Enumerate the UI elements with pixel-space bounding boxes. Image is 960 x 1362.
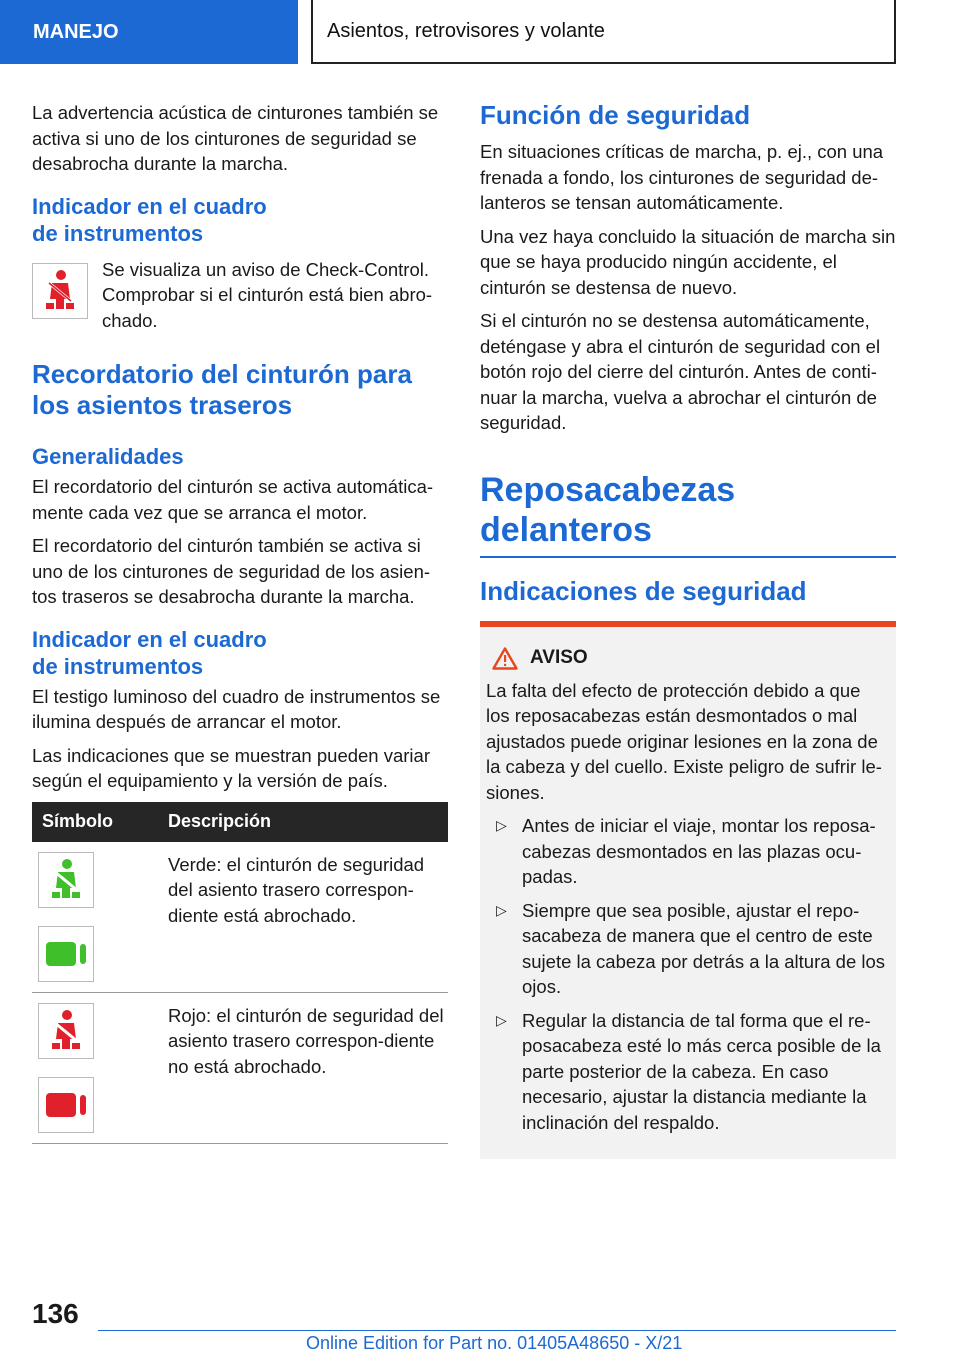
list-item: ▷ Siempre que sea posible, ajustar el repo-sacabeza de manera que el centro de este sujete la cabeza por detrás a la altura de los ojos. (486, 898, 888, 1000)
headrest-title: Reposacabezas delanteros (480, 470, 736, 549)
indicator2-title: Indicador en el cuadro de instrumentos (32, 626, 267, 679)
footer-rule (98, 1330, 896, 1331)
list-item: ▷ Antes de iniciar el viaje, montar los reposa-cabezas desmontados en las plazas ocu-padas. (486, 813, 888, 890)
desc-red: Rojo: el cinturón de seguridad del asiento trasero correspon-diente no está abrochado. (158, 992, 448, 1143)
rear-seat-red-icon (38, 1077, 94, 1133)
page-number: 136 (32, 1298, 79, 1329)
seatbelt-red-icon (32, 263, 88, 319)
col-desc: Descripción (158, 802, 448, 842)
intro-text: La advertencia acústica de cinturones también se activa si uno de los cinturones de seguridad se desabrocha durante la marcha. (32, 102, 439, 174)
list-item: ▷ Regular la distancia de tal forma que el re-posacabeza esté lo más cerca posible de la parte posterior de la cabeza. En caso necesario, ajustar la distancia mediante la inclinación del respaldo. (486, 1008, 888, 1136)
title-rule (480, 556, 896, 558)
reminder-title: Recordatorio del cinturón para los asientos traseros (32, 359, 412, 420)
bullet-triangle-icon: ▷ (496, 901, 507, 918)
general-title: Generalidades (32, 444, 184, 469)
symbol-table (32, 802, 448, 1144)
general-p2: El recordatorio del cinturón también se activa si uno de los cinturones de seguridad de los asien-tos traseros se desabrocha durante la marcha. (32, 535, 431, 607)
bullet-triangle-icon: ▷ (496, 817, 507, 833)
indicator2-p1: El testigo luminoso del cuadro de instrumentos se ilumina después de arrancar el motor. (32, 685, 441, 732)
safety-title: Función de seguridad (480, 100, 751, 130)
indicator1-text: Se visualiza un aviso de Check-Control. Comprobar si el cinturón está bien abro-chado. (102, 258, 433, 331)
symbol-cell (32, 992, 158, 1143)
header-section: MANEJO (0, 0, 298, 64)
indicator1-title: Indicador en el cuadro de instrumentos (32, 193, 267, 246)
symbol-cell (32, 842, 158, 993)
safety-notes-title: Indicaciones de seguridad (480, 575, 807, 606)
table-row (32, 842, 448, 993)
warning-box (480, 621, 896, 1160)
seatbelt-red-icon (38, 1003, 94, 1059)
table-header (32, 802, 448, 842)
rear-seat-green-icon (38, 926, 94, 982)
warning-triangle-icon (492, 647, 518, 670)
indicator2-p2: Las indicaciones que se muestran pueden variar según el equipamiento y la versión de país. (32, 744, 430, 791)
safety-p1: En situaciones críticas de marcha, p. ej., con una frenada a fondo, los cinturones de seguridad de-lanteros se tensan automáticamente. (480, 141, 884, 213)
header-chapter: Asientos, retrovisores y volante (311, 0, 896, 64)
safety-p3: Si el cinturón no se destensa automáticamente, deténgase y abra el cinturón de seguridad con el botón rojo del cierre del cinturón. Antes de conti-nuar la marcha, vuelva a abrochar el cinturón de seguridad. (480, 310, 881, 433)
col-symbol: Símbolo (32, 802, 158, 842)
warning-text: La falta del efecto de protección debido a que los reposacabezas están desmontados o mal ajustados puede originar lesiones en la zona de la cabeza y del cuello. Existe peligro de sufrir le-siones. (486, 679, 882, 803)
safety-p2: Una vez haya concluido la situación de marcha sin que se haya producido ningún accidente, el cinturón se destensa de nuevo. (480, 225, 896, 298)
footer-edition: Online Edition for Part no. 01405A48650 - X/21 (306, 1333, 683, 1353)
left-column (32, 100, 448, 1144)
indicator1-row (32, 257, 448, 334)
bullet-triangle-icon: ▷ (496, 1011, 507, 1028)
desc-green: Verde: el cinturón de seguridad del asiento trasero correspon-diente está abrochado. (158, 842, 448, 993)
warning-label: AVISO (530, 647, 588, 668)
warning-list (486, 813, 888, 1135)
general-p1: El recordatorio del cinturón se activa automática-mente cada vez que se arranca el motor. (32, 476, 434, 523)
table-row (32, 992, 448, 1143)
warning-heading (486, 647, 888, 670)
seatbelt-green-icon (38, 852, 94, 908)
right-column (480, 100, 896, 1159)
